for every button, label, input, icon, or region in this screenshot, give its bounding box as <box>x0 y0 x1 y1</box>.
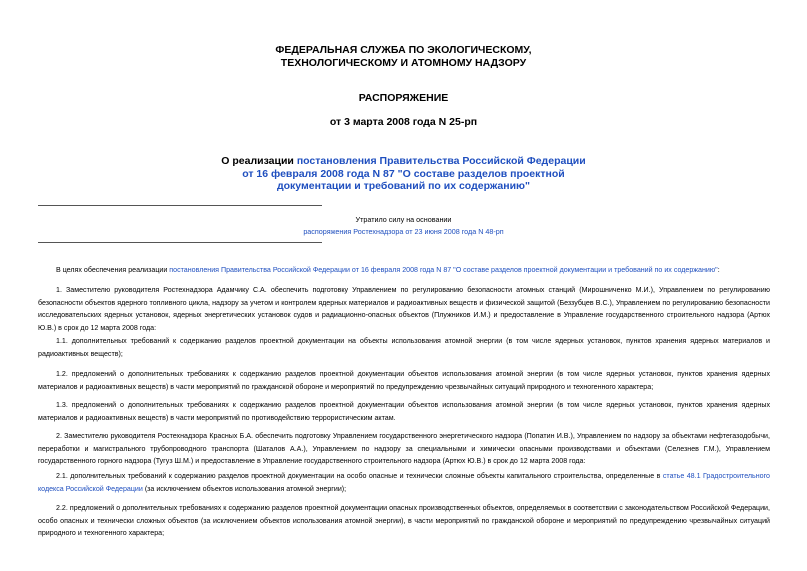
document-type: РАСПОРЯЖЕНИЕ <box>358 92 449 104</box>
paragraph-2-1-prefix: 2.1. дополнительных требований к содержанию разделов проектной документации на особо опасные и технически сложные объекты капитального строительства, определенные в <box>56 472 663 480</box>
agency-name <box>0 44 807 70</box>
paragraph-2-1 <box>38 470 770 495</box>
agency-line-2: ТЕХНОЛОГИЧЕСКОМУ И АТОМНОМУ НАДЗОРУ <box>280 57 527 69</box>
document-date: от 3 марта 2008 года N 25-рп <box>329 116 478 128</box>
intro-prefix: В целях обеспечения реализации <box>56 266 170 274</box>
paragraph-2-1-suffix: (за исключением объектов использования атомной энергии); <box>142 484 347 493</box>
intro-paragraph <box>38 264 770 277</box>
divider-bottom <box>38 242 322 243</box>
status-note <box>0 214 807 238</box>
paragraph-2-2: 2.2. предложений о дополнительных требованиях к содержанию разделов проектной документации опасных производственных объектов, определяемых в соответствии с законодательством Российской Федерации, особо опасных и технически сложных объектов (за исключением объектов использования атомной энергии), в части мероприятий по гражданской обороне и мероприятий по предупреждению чрезвычайных ситуаций природного и техногенного характера; <box>38 504 770 538</box>
status-link[interactable]: распоряжения Ростехнадзора от 23 июня 2008 года N 48-рп <box>303 227 504 236</box>
intro-suffix: : <box>717 266 720 274</box>
gradcode-link[interactable]: статье 48.1 Градостроительного кодекса Российской Федерации <box>38 472 770 493</box>
status-line: Утратило силу на основании <box>355 215 452 224</box>
title-link-1[interactable]: постановления Правительства Российской Федерации <box>296 155 586 167</box>
paragraph-1-3: 1.3. предложений о дополнительных требованиях к содержанию разделов проектной документации объектов использования атомной энергии (в том числе ядерных установок, пунктов хранения ядерных материалов и радиоактивных веществ) в части мероприятий по противодействию террористическим актам. <box>38 401 770 422</box>
paragraph-2: 2. Заместителю руководителя Ростехнадзора Красных Б.А. обеспечить подготовку Управлением государственного энергетического надзора (Попатин И.В.), Управлением по надзору за объектами нефтегазодобычи, переработки и магистрального трубопроводного транспорта (Шаталов А.А.), Управлением по надзору за специальными и химически опасными производствами и объектами (Селезнев Г.М.), Управлением государственного горного надзора (Тугуз Ш.М.) и предоставление в Управление государственного строительного надзора (Артюх Ю.В.) в срок до 12 марта 2008 года: <box>38 432 770 466</box>
document-title <box>120 155 687 193</box>
paragraph-1-2: 1.2. предложений о дополнительных требованиях к содержанию разделов проектной документации объектов использования атомной энергии (в том числе ядерных установок, пунктов хранения ядерных материалов и радиоактивных веществ) в части мероприятий по гражданской обороне и мероприятий по предупреждению чрезвычайных ситуаций природного и техногенного характера; <box>38 370 770 391</box>
title-prefix: О реализации <box>221 155 297 167</box>
title-link-2[interactable]: от 16 февраля 2008 года N 87 "О составе разделов проектной <box>242 167 565 180</box>
intro-link[interactable]: постановления Правительства Российской Федерации от 16 февраля 2008 года N 87 "О составе разделов проектной документации и требований по их содержанию" <box>169 266 718 274</box>
paragraph-1: 1. Заместителю руководителя Ростехнадзора Адамчику С.А. обеспечить подготовку Управлением по регулированию безопасности атомных станций (Мирошниченко М.И.), Управлением по регулированию безопасности объектов ядерного топливного цикла, надзору за учетом и контролем ядерных материалов и радиоактивных веществ и физической защитой (Беззубцев В.С.), Управлением по регулированию безопасности исследовательских ядерных установок, ядерных энергетических установок судов и радиационно-опасных объектов (Плужников И.М.) и предоставление в Управление государственного строительного надзора (Артюх Ю.В.) в срок до 12 марта 2008 года: <box>38 286 770 332</box>
agency-line-1: ФЕДЕРАЛЬНАЯ СЛУЖБА ПО ЭКОЛОГИЧЕСКОМУ, <box>275 44 532 56</box>
paragraph-1-1: 1.1. дополнительных требований к содержанию разделов проектной документации на объекты использования атомной энергии (в том числе ядерных установок, пунктов хранения ядерных материалов и радиоактивных веществ); <box>38 337 770 358</box>
divider-top <box>38 205 322 206</box>
title-link-3[interactable]: документации и требований по их содержанию" <box>276 180 531 192</box>
